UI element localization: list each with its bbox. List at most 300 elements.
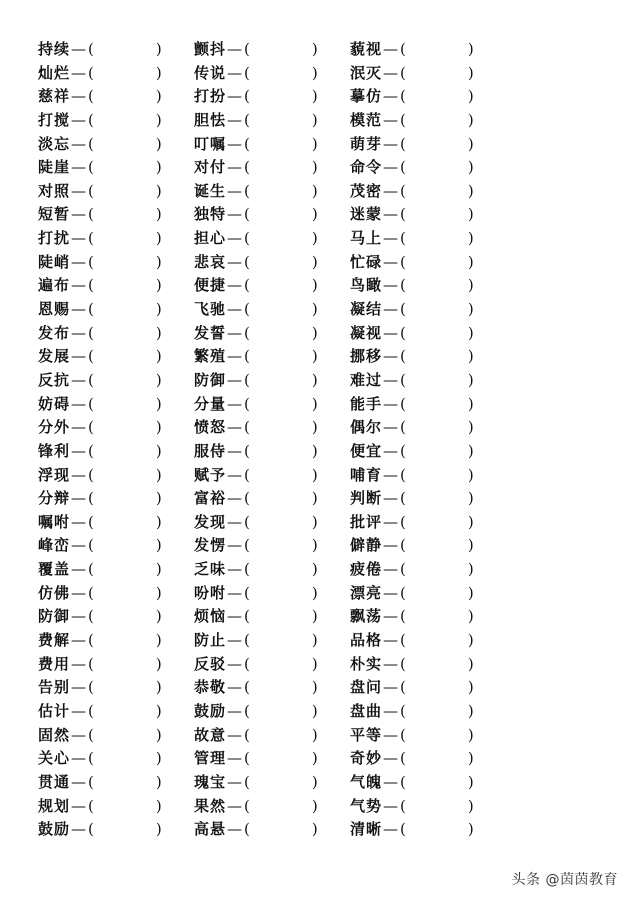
answer-blank-open-paren: ( [400,772,406,791]
answer-blank-close-paren: ) [155,63,162,82]
antonym-worksheet [38,38,508,842]
answer-blank-close-paren: ) [155,394,162,413]
answer-blank-open-paren: ( [244,607,250,626]
answer-blank-close-paren: ) [155,725,162,744]
exercise-item [38,700,162,724]
prompt-word: 陡崖 [38,158,71,177]
answer-blank-close-paren: ) [311,205,318,224]
answer-blank-close-paren: ) [155,678,162,697]
answer-blank-open-paren: ( [244,631,250,650]
answer-blank-close-paren: ) [467,229,474,248]
answer-blank-close-paren: ) [467,465,474,484]
answer-blank-close-paren: ) [311,512,318,531]
dash: — [383,441,399,460]
worksheet-row [38,724,508,748]
prompt-word: 费解 [38,631,71,650]
answer-blank-open-paren: ( [400,512,406,531]
answer-blank-close-paren: ) [467,276,474,295]
answer-blank-close-paren: ) [467,654,474,673]
answer-blank-close-paren: ) [467,110,474,129]
exercise-item [38,653,162,677]
worksheet-row [38,558,508,582]
worksheet-row [38,38,508,62]
prompt-word: 鼓励 [38,820,71,839]
answer-blank-open-paren: ( [400,654,406,673]
answer-blank-close-paren: ) [155,347,162,366]
worksheet-row [38,369,508,393]
dash: — [383,796,399,815]
exercise-item [38,109,162,133]
answer-blank-open-paren: ( [244,323,250,342]
exercise-item [38,629,162,653]
exercise-item [194,393,318,417]
dash: — [383,323,399,342]
dash: — [71,323,87,342]
exercise-item [38,487,162,511]
exercise-item [194,133,318,157]
answer-blank-open-paren: ( [88,631,94,650]
answer-blank-close-paren: ) [467,205,474,224]
answer-blank-close-paren: ) [467,701,474,720]
exercise-item [194,511,318,535]
worksheet-row [38,534,508,558]
dash: — [227,63,243,82]
exercise-item [38,38,162,62]
answer-blank-open-paren: ( [88,63,94,82]
exercise-item [38,605,162,629]
dash: — [227,394,243,413]
answer-blank-close-paren: ) [155,276,162,295]
worksheet-row [38,393,508,417]
prompt-word: 朴实 [350,654,383,673]
worksheet-row [38,487,508,511]
prompt-word: 反驳 [194,654,227,673]
answer-blank-open-paren: ( [244,820,250,839]
exercise-item [194,251,318,275]
dash: — [227,512,243,531]
answer-blank-open-paren: ( [400,158,406,177]
exercise-item [194,582,318,606]
dash: — [383,394,399,413]
source-watermark: 头条 @茵茵教育 [511,872,618,888]
answer-blank-open-paren: ( [88,87,94,106]
exercise-item [350,605,474,629]
prompt-word: 哺育 [350,465,383,484]
prompt-word: 疲倦 [350,560,383,579]
answer-blank-close-paren: ) [467,87,474,106]
worksheet-row [38,795,508,819]
prompt-word: 便捷 [194,276,227,295]
exercise-item [194,629,318,653]
answer-blank-open-paren: ( [244,536,250,555]
prompt-word: 恭敬 [194,678,227,697]
exercise-item [350,298,474,322]
answer-blank-open-paren: ( [400,465,406,484]
worksheet-row [38,109,508,133]
answer-blank-close-paren: ) [467,323,474,342]
exercise-item [38,156,162,180]
answer-blank-close-paren: ) [311,654,318,673]
dash: — [227,749,243,768]
dash: — [227,678,243,697]
worksheet-row [38,227,508,251]
answer-blank-open-paren: ( [400,820,406,839]
exercise-item [38,62,162,86]
answer-blank-open-paren: ( [88,512,94,531]
dash: — [227,465,243,484]
answer-blank-close-paren: ) [311,583,318,602]
prompt-word: 判断 [350,489,383,508]
dash: — [227,347,243,366]
answer-blank-close-paren: ) [311,796,318,815]
prompt-word: 发现 [194,512,227,531]
prompt-word: 难过 [350,370,383,389]
answer-blank-open-paren: ( [400,394,406,413]
answer-blank-open-paren: ( [244,465,250,484]
answer-blank-open-paren: ( [88,749,94,768]
answer-blank-close-paren: ) [467,441,474,460]
exercise-item [194,227,318,251]
dash: — [71,418,87,437]
answer-blank-open-paren: ( [244,678,250,697]
answer-blank-close-paren: ) [311,370,318,389]
answer-blank-open-paren: ( [400,725,406,744]
worksheet-row [38,133,508,157]
exercise-item [194,771,318,795]
exercise-item [350,440,474,464]
prompt-word: 鸟瞰 [350,276,383,295]
prompt-word: 漂亮 [350,583,383,602]
prompt-word: 估计 [38,701,71,720]
prompt-word: 赋予 [194,465,227,484]
exercise-item [350,274,474,298]
answer-blank-close-paren: ) [155,583,162,602]
prompt-word: 淡忘 [38,134,71,153]
prompt-word: 分外 [38,418,71,437]
dash: — [227,725,243,744]
answer-blank-close-paren: ) [155,772,162,791]
answer-blank-close-paren: ) [155,465,162,484]
answer-blank-open-paren: ( [244,441,250,460]
worksheet-row [38,203,508,227]
answer-blank-open-paren: ( [88,465,94,484]
exercise-item [194,700,318,724]
answer-blank-close-paren: ) [311,181,318,200]
prompt-word: 凝结 [350,300,383,319]
answer-blank-open-paren: ( [244,583,250,602]
exercise-item [194,558,318,582]
dash: — [71,347,87,366]
dash: — [71,252,87,271]
answer-blank-open-paren: ( [88,796,94,815]
exercise-item [194,795,318,819]
worksheet-row [38,345,508,369]
prompt-word: 鼓励 [194,701,227,720]
prompt-word: 烦恼 [194,607,227,626]
exercise-item [38,676,162,700]
dash: — [227,323,243,342]
answer-blank-close-paren: ) [155,300,162,319]
dash: — [383,654,399,673]
prompt-word: 打扰 [38,229,71,248]
prompt-word: 胆怯 [194,110,227,129]
dash: — [71,772,87,791]
answer-blank-close-paren: ) [311,276,318,295]
dash: — [71,631,87,650]
prompt-word: 遍布 [38,276,71,295]
prompt-word: 气势 [350,796,383,815]
exercise-item [350,85,474,109]
exercise-item [350,653,474,677]
prompt-word: 发展 [38,347,71,366]
answer-blank-close-paren: ) [311,749,318,768]
prompt-word: 防御 [38,607,71,626]
dash: — [227,229,243,248]
answer-blank-close-paren: ) [155,158,162,177]
prompt-word: 仿佛 [38,583,71,602]
exercise-item [38,747,162,771]
prompt-word: 愤怒 [194,418,227,437]
exercise-item [194,416,318,440]
answer-blank-close-paren: ) [155,134,162,153]
exercise-item [194,464,318,488]
dash: — [71,205,87,224]
exercise-item [194,487,318,511]
answer-blank-open-paren: ( [400,252,406,271]
prompt-word: 偶尔 [350,418,383,437]
exercise-item [194,345,318,369]
answer-blank-open-paren: ( [88,110,94,129]
prompt-word: 峰峦 [38,536,71,555]
answer-blank-open-paren: ( [88,300,94,319]
answer-blank-open-paren: ( [244,205,250,224]
dash: — [383,560,399,579]
answer-blank-open-paren: ( [88,772,94,791]
dash: — [227,205,243,224]
answer-blank-open-paren: ( [88,701,94,720]
answer-blank-close-paren: ) [155,181,162,200]
prompt-word: 僻静 [350,536,383,555]
exercise-item [350,133,474,157]
prompt-word: 清晰 [350,820,383,839]
answer-blank-close-paren: ) [467,678,474,697]
answer-blank-open-paren: ( [400,749,406,768]
dash: — [71,536,87,555]
dash: — [227,300,243,319]
answer-blank-open-paren: ( [244,796,250,815]
dash: — [227,654,243,673]
dash: — [383,181,399,200]
prompt-word: 陡峭 [38,252,71,271]
worksheet-row [38,85,508,109]
answer-blank-close-paren: ) [467,607,474,626]
exercise-item [194,180,318,204]
dash: — [383,63,399,82]
prompt-word: 挪移 [350,347,383,366]
answer-blank-open-paren: ( [88,394,94,413]
exercise-item [350,582,474,606]
dash: — [227,583,243,602]
answer-blank-open-paren: ( [244,158,250,177]
prompt-word: 能手 [350,394,383,413]
answer-blank-close-paren: ) [467,181,474,200]
answer-blank-close-paren: ) [467,370,474,389]
dash: — [71,181,87,200]
answer-blank-open-paren: ( [88,489,94,508]
prompt-word: 担心 [194,229,227,248]
dash: — [71,465,87,484]
dash: — [227,418,243,437]
prompt-word: 凝视 [350,323,383,342]
answer-blank-close-paren: ) [467,583,474,602]
dash: — [71,110,87,129]
prompt-word: 灿烂 [38,63,71,82]
dash: — [383,252,399,271]
prompt-word: 发誓 [194,323,227,342]
dash: — [71,40,87,58]
exercise-item [350,676,474,700]
answer-blank-close-paren: ) [155,441,162,460]
exercise-item [350,345,474,369]
prompt-word: 打搅 [38,110,71,129]
answer-blank-close-paren: ) [155,40,162,58]
answer-blank-open-paren: ( [400,631,406,650]
dash: — [71,607,87,626]
exercise-item [350,747,474,771]
answer-blank-close-paren: ) [311,607,318,626]
answer-blank-close-paren: ) [155,252,162,271]
dash: — [71,394,87,413]
worksheet-row [38,747,508,771]
exercise-item [350,62,474,86]
worksheet-row [38,251,508,275]
exercise-item [350,511,474,535]
exercise-item [38,724,162,748]
dash: — [71,300,87,319]
dash: — [383,536,399,555]
answer-blank-close-paren: ) [467,347,474,366]
answer-blank-open-paren: ( [244,394,250,413]
answer-blank-open-paren: ( [244,181,250,200]
exercise-item [38,558,162,582]
exercise-item [38,795,162,819]
dash: — [71,796,87,815]
prompt-word: 盘曲 [350,701,383,720]
answer-blank-close-paren: ) [467,252,474,271]
exercise-item [38,440,162,464]
dash: — [71,63,87,82]
prompt-word: 迷蒙 [350,205,383,224]
dash: — [383,300,399,319]
answer-blank-close-paren: ) [155,749,162,768]
prompt-word: 服侍 [194,441,227,460]
exercise-item [350,724,474,748]
answer-blank-open-paren: ( [244,300,250,319]
exercise-item [350,416,474,440]
answer-blank-close-paren: ) [311,725,318,744]
exercise-item [194,534,318,558]
prompt-word: 忙碌 [350,252,383,271]
dash: — [71,87,87,106]
answer-blank-open-paren: ( [88,678,94,697]
answer-blank-open-paren: ( [88,134,94,153]
answer-blank-close-paren: ) [467,820,474,839]
answer-blank-open-paren: ( [244,654,250,673]
dash: — [383,820,399,839]
answer-blank-close-paren: ) [311,300,318,319]
prompt-word: 命令 [350,158,383,177]
answer-blank-open-paren: ( [400,796,406,815]
answer-blank-open-paren: ( [244,370,250,389]
dash: — [227,607,243,626]
exercise-item [194,38,318,62]
dash: — [383,631,399,650]
answer-blank-open-paren: ( [400,441,406,460]
exercise-item [194,440,318,464]
answer-blank-close-paren: ) [311,441,318,460]
dash: — [383,465,399,484]
answer-blank-open-paren: ( [88,441,94,460]
answer-blank-open-paren: ( [244,749,250,768]
answer-blank-close-paren: ) [467,158,474,177]
dash: — [71,654,87,673]
answer-blank-close-paren: ) [155,205,162,224]
answer-blank-close-paren: ) [311,347,318,366]
answer-blank-open-paren: ( [400,678,406,697]
answer-blank-close-paren: ) [311,465,318,484]
prompt-word: 独特 [194,205,227,224]
prompt-word: 发愣 [194,536,227,555]
prompt-word: 乏味 [194,560,227,579]
prompt-word: 分辩 [38,489,71,508]
worksheet-row [38,464,508,488]
dash: — [227,796,243,815]
worksheet-row [38,818,508,842]
exercise-item [350,156,474,180]
answer-blank-open-paren: ( [400,229,406,248]
answer-blank-open-paren: ( [400,370,406,389]
answer-blank-close-paren: ) [311,489,318,508]
answer-blank-open-paren: ( [400,134,406,153]
answer-blank-close-paren: ) [311,134,318,153]
dash: — [383,607,399,626]
dash: — [383,489,399,508]
answer-blank-close-paren: ) [467,394,474,413]
exercise-item [350,795,474,819]
answer-blank-close-paren: ) [155,820,162,839]
answer-blank-close-paren: ) [311,63,318,82]
dash: — [227,181,243,200]
answer-blank-close-paren: ) [311,252,318,271]
prompt-word: 马上 [350,229,383,248]
answer-blank-close-paren: ) [155,607,162,626]
exercise-item [38,85,162,109]
worksheet-row [38,582,508,606]
exercise-item [350,38,474,62]
answer-blank-open-paren: ( [400,110,406,129]
exercise-item [38,180,162,204]
answer-blank-open-paren: ( [88,654,94,673]
exercise-item [38,534,162,558]
dash: — [227,536,243,555]
exercise-item [194,676,318,700]
answer-blank-close-paren: ) [311,820,318,839]
answer-blank-close-paren: ) [311,158,318,177]
answer-blank-open-paren: ( [244,229,250,248]
prompt-word: 悲哀 [194,252,227,271]
dash: — [383,583,399,602]
exercise-item [350,322,474,346]
